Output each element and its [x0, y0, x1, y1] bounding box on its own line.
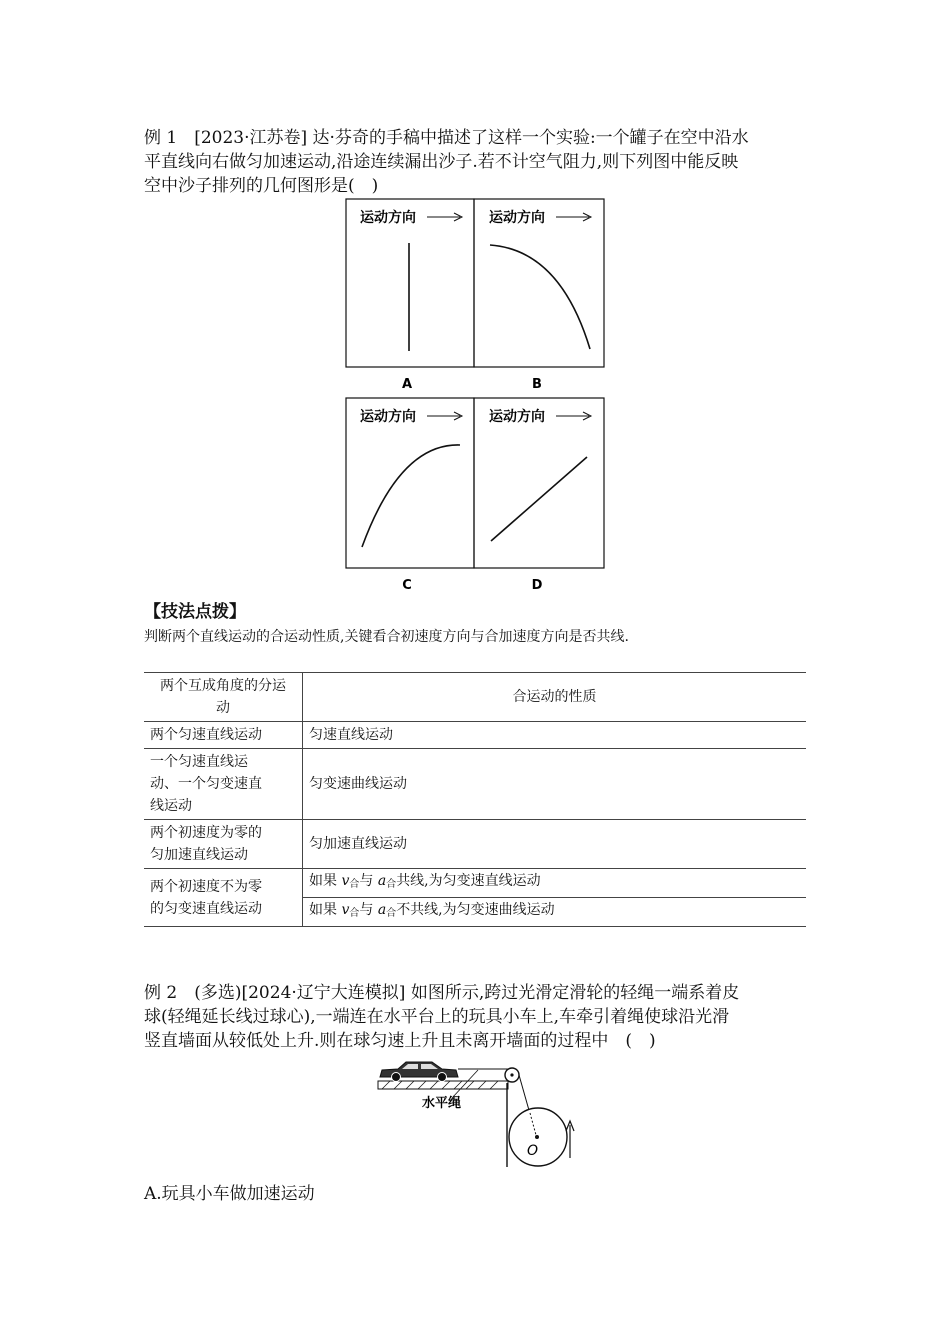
panel-b-direction-label: 运动方向	[489, 210, 545, 226]
example1-figure	[340, 195, 610, 595]
table-cell: 匀加速直线运动	[309, 836, 407, 852]
cell-line: 一个匀速直线运	[150, 754, 248, 770]
cell-line: 匀加速直线运动	[150, 847, 248, 863]
example2-line3: 竖直墙面从较低处上升.则在球匀速上升且未离开墙面的过程中 ( )	[144, 1031, 656, 1051]
panel-c-direction-label: 运动方向	[360, 409, 416, 425]
cell-text: 如果	[309, 902, 342, 918]
trajectory-c	[362, 445, 460, 547]
cell-line: 两个初速度为零的	[150, 825, 262, 841]
subscript: 合	[386, 879, 397, 890]
table-header-cell: 合运动的性质	[512, 689, 597, 705]
tips-heading: 【技法点拨】	[144, 602, 246, 622]
example2-line2: 球(轻绳延长线过球心),一端连在水平台上的玩具小车上,车牵引着绳使球沿光滑	[144, 1007, 730, 1027]
table-cell: 匀速直线运动	[309, 727, 393, 743]
subscript: 合	[386, 908, 397, 919]
panel-a	[346, 199, 474, 367]
center-label: O	[527, 1143, 539, 1159]
cell-text: 如果	[309, 873, 342, 889]
cell-text: 共线,为匀变速直线运动	[396, 873, 541, 889]
table-header-cell	[144, 673, 303, 722]
table-cell	[303, 898, 807, 927]
cell-line: 两个初速度不为零	[150, 878, 262, 895]
example1-line2: 平直线向右做匀加速运动,沿途连续漏出沙子.若不计空气阻力,则下列图中能反映	[144, 152, 739, 172]
subscript: 合	[349, 879, 360, 890]
table-cell	[303, 869, 807, 898]
example2-line1: 例 2 (多选)[2024·辽宁大连模拟] 如图所示,跨过光滑定滑轮的轻绳一端系着皮	[144, 983, 740, 1003]
cell-line: 线运动	[150, 798, 192, 814]
subscript: 合	[349, 908, 360, 919]
trajectory-d	[491, 457, 587, 541]
symbol-a: a	[377, 902, 387, 918]
example2-option-a: A.玩具小车做加速运动	[144, 1184, 315, 1204]
table-cell	[144, 820, 303, 869]
tips-text: 判断两个直线运动的合运动性质,关键看合初速度方向与合加速度方向是否共线.	[144, 629, 629, 645]
panel-a-direction-label: 运动方向	[360, 210, 416, 226]
table-header-row	[144, 673, 806, 722]
table-cell: 匀变速曲线运动	[309, 776, 407, 792]
option-d-label: D	[531, 578, 543, 593]
panel-d-direction-label: 运动方向	[489, 409, 545, 425]
example2-text	[144, 981, 824, 1053]
motion-table	[144, 672, 806, 927]
table-row	[144, 749, 806, 820]
table-cell: 两个匀速直线运动	[144, 722, 303, 749]
example1-text	[144, 126, 824, 198]
table-cell	[144, 869, 303, 927]
header-text-1: 两个互成角度的分运	[160, 678, 286, 694]
table-row	[144, 869, 806, 898]
cell-text: 不共线,为匀变速曲线运动	[396, 902, 555, 918]
option-b-label: B	[532, 377, 542, 392]
panel-c	[346, 398, 474, 568]
cell-text: 与	[359, 902, 378, 918]
example2-figure	[370, 1055, 590, 1175]
option-a-label: A	[401, 377, 413, 392]
symbol-v: v	[341, 902, 350, 918]
panel-b	[474, 199, 604, 367]
example1-line1: 例 1 [2023·江苏卷] 达·芬奇的手稿中描述了这样一个实验:一个罐子在空中沿水	[144, 128, 749, 148]
trajectory-b	[490, 245, 590, 349]
example1-line3: 空中沙子排列的几何图形是( )	[144, 176, 379, 196]
table-row	[144, 820, 806, 869]
symbol-v: v	[341, 873, 350, 889]
option-c-label: C	[402, 578, 412, 593]
horizontal-rope-label: 水平绳	[422, 1096, 462, 1111]
cell-text: 与	[359, 873, 378, 889]
table-cell	[144, 749, 303, 820]
panel-d	[474, 398, 604, 568]
symbol-a: a	[377, 873, 387, 889]
cell-line: 的匀变速直线运动	[150, 900, 262, 917]
header-text-2: 动	[216, 700, 230, 716]
toy-car-icon	[380, 1062, 458, 1082]
cell-line: 动、一个匀变速直	[150, 776, 262, 792]
table-row	[144, 722, 806, 749]
